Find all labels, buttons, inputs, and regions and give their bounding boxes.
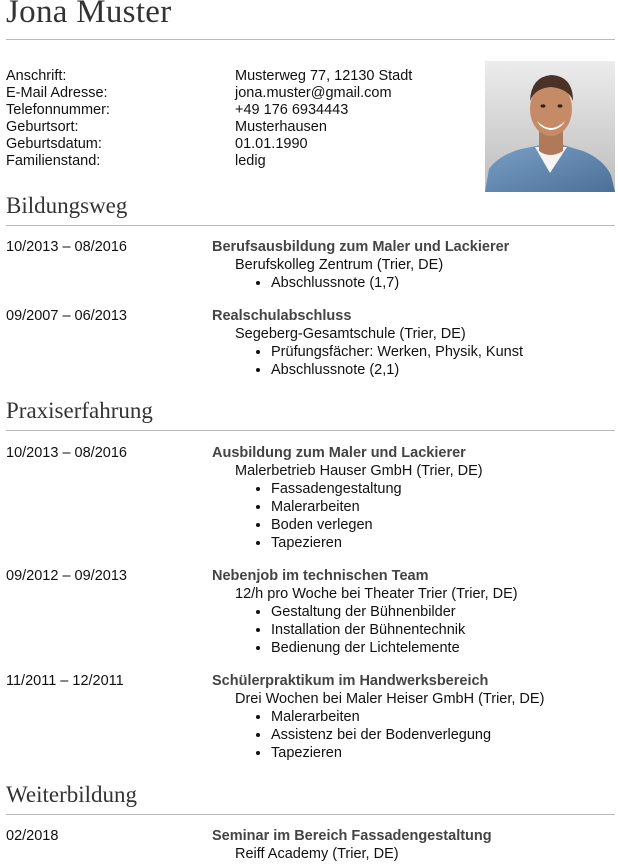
entry-title: Schülerpraktikum im Handwerksbereich xyxy=(212,673,489,689)
entry-title: Berufsausbildung zum Maler und Lackierer xyxy=(212,239,510,255)
entry-date: 09/2012 – 09/2013 xyxy=(6,568,127,584)
bullet-item: • Boden verlegen xyxy=(271,516,612,534)
contact-label: Geburtsort: xyxy=(6,119,79,135)
bullet-item: • Prüfungsfächer: Werken, Physik, Kunst xyxy=(271,343,612,361)
entry-institution: Segeberg-Gesamtschule (Trier, DE) xyxy=(235,326,466,342)
entry-institution: 12/h pro Woche bei Theater Trier (Trier, DE) xyxy=(235,586,518,602)
entry-title: Seminar im Bereich Fassadengestaltung xyxy=(212,828,492,844)
contact-value: Musterweg 77, 12130 Stadt xyxy=(235,68,413,84)
bullet-item: • Tapezieren xyxy=(271,534,612,552)
bullet-item: • Malerarbeiten xyxy=(271,708,612,726)
entry-bullets xyxy=(212,343,612,379)
contact-value: jona.muster@gmail.com xyxy=(235,85,392,101)
entry-institution: Drei Wochen bei Maler Heiser GmbH (Trier, DE) xyxy=(235,691,545,707)
header-divider xyxy=(6,39,615,40)
contact-row-email xyxy=(6,85,476,102)
contact-label: Telefonnummer: xyxy=(6,102,110,118)
section-title-education: Bildungsweg xyxy=(6,193,128,218)
profile-photo xyxy=(485,61,615,192)
entry-title: Ausbildung zum Maler und Lackierer xyxy=(212,445,466,461)
entry-title: Realschulabschluss xyxy=(212,308,352,324)
bullet-item: • Abschlussnote (2,1) xyxy=(271,361,612,379)
section-title-experience: Praxiserfahrung xyxy=(6,398,153,423)
entry-date: 10/2013 – 08/2016 xyxy=(6,239,127,255)
entry-bullets xyxy=(212,603,612,657)
entry-title: Nebenjob im technischen Team xyxy=(212,568,429,584)
bullet-item: • Installation der Bühnentechnik xyxy=(271,621,612,639)
entry-institution: Berufskolleg Zentrum (Trier, DE) xyxy=(235,257,444,273)
contact-row-birthplace xyxy=(6,119,476,136)
entry-date: 09/2007 – 06/2013 xyxy=(6,308,127,324)
contact-value: 01.01.1990 xyxy=(235,136,308,152)
entry-institution: Malerbetrieb Hauser GmbH (Trier, DE) xyxy=(235,463,483,479)
contact-label: Familienstand: xyxy=(6,153,101,169)
contact-label: Anschrift: xyxy=(6,68,67,84)
bullet-item: • Assistenz bei der Bodenverlegung xyxy=(271,726,612,744)
contact-label: E-Mail Adresse: xyxy=(6,85,108,101)
entry-date: 10/2013 – 08/2016 xyxy=(6,445,127,461)
bullet-item: • Gestaltung der Bühnenbilder xyxy=(271,603,612,621)
entry-bullets xyxy=(212,274,612,292)
contact-value: ledig xyxy=(235,153,266,169)
bullet-item: • Abschlussnote (1,7) xyxy=(271,274,612,292)
bullet-item: • Tapezieren xyxy=(271,744,612,762)
contact-row-phone xyxy=(6,102,476,119)
applicant-name: Jona Muster xyxy=(6,0,172,30)
bullet-item: • Bedienung der Lichtelemente xyxy=(271,639,612,657)
section-divider xyxy=(6,430,615,431)
contact-row-address xyxy=(6,68,476,85)
bullet-item: • Malerarbeiten xyxy=(271,498,612,516)
contact-label: Geburtsdatum: xyxy=(6,136,102,152)
entry-bullets xyxy=(212,480,612,552)
contact-value: Musterhausen xyxy=(235,119,327,135)
contact-row-birthdate xyxy=(6,136,476,153)
contact-value: +49 176 6934443 xyxy=(235,102,349,118)
contact-details xyxy=(6,68,476,170)
section-divider xyxy=(6,814,615,815)
entry-institution: Reiff Academy (Trier, DE) xyxy=(235,846,399,862)
section-title-training: Weiterbildung xyxy=(6,782,138,807)
contact-row-marital-status xyxy=(6,153,476,170)
bullet-item: • Fassadengestaltung xyxy=(271,480,612,498)
section-divider xyxy=(6,225,615,226)
entry-bullets xyxy=(212,708,612,762)
entry-date: 02/2018 xyxy=(6,828,59,844)
entry-date: 11/2011 – 12/2011 xyxy=(6,673,124,689)
